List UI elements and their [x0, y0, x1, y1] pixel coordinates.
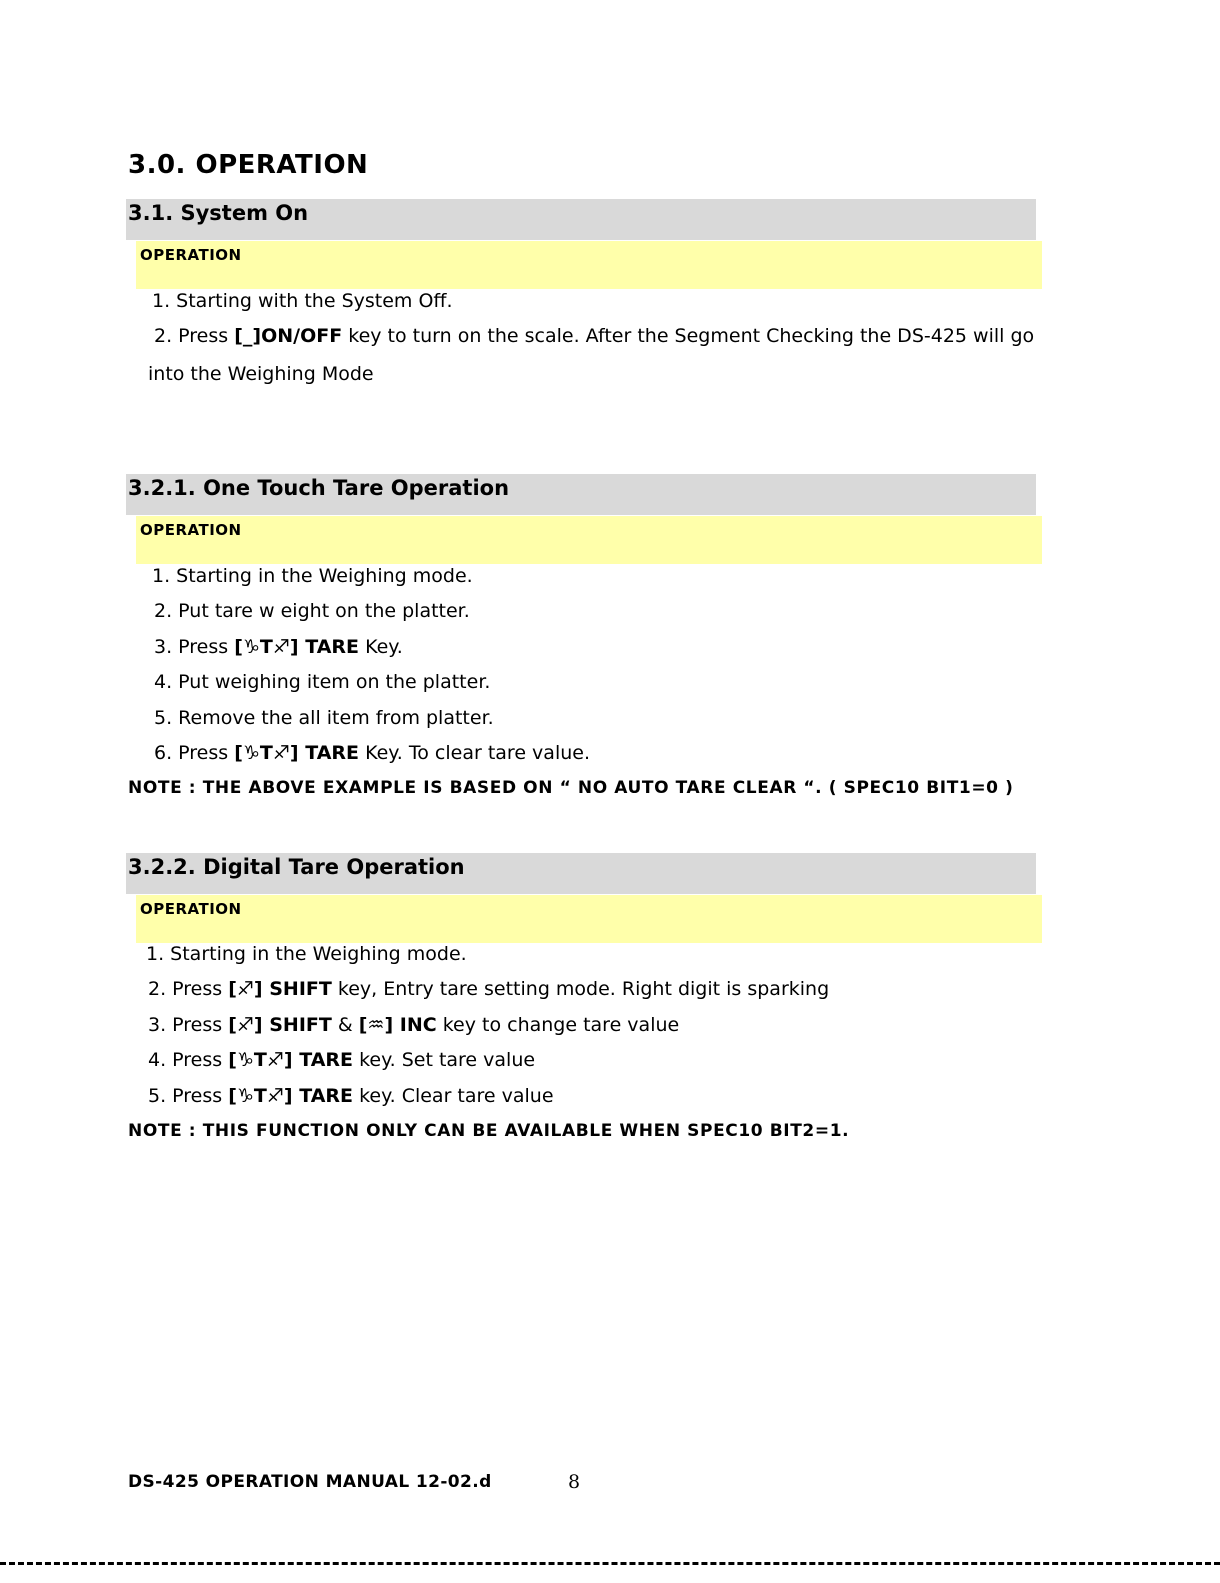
tare-key: [♑T♐] TARE — [228, 1085, 354, 1107]
note: NOTE : THIS FUNCTION ONLY CAN BE AVAILABLE WHEN SPEC10 BIT2=1. — [128, 1121, 850, 1141]
on-off-key: [_]ON/OFF — [234, 325, 343, 347]
page-bottom-rule — [0, 1562, 1220, 1565]
step-line: 2. Press [♐] SHIFT key, Entry tare setting mode. Right digit is sparking — [148, 978, 830, 1000]
step-line: 5. Remove the all item from platter. — [154, 707, 494, 729]
step-line: 1. Starting in the Weighing mode. — [152, 565, 473, 587]
section-heading-one-touch-tare: 3.2.1. One Touch Tare Operation — [126, 474, 1036, 515]
footer-doc-title: DS-425 OPERATION MANUAL 12-02.d — [128, 1472, 492, 1492]
page-title: 3.0. OPERATION — [128, 150, 369, 180]
shift-key: [♐] SHIFT — [228, 978, 332, 1000]
operation-label: OPERATION — [136, 241, 1042, 289]
section-heading-digital-tare: 3.2.2. Digital Tare Operation — [126, 853, 1036, 894]
operation-label: OPERATION — [136, 895, 1042, 943]
shift-key: [♐] SHIFT — [228, 1014, 332, 1036]
tare-key: [♑T♐] TARE — [228, 1049, 354, 1071]
step-line: 3. Press [♑T♐] TARE Key. — [154, 636, 403, 658]
tare-key: [♑T♐] TARE — [234, 636, 360, 658]
tare-key: [♑T♐] TARE — [234, 742, 360, 764]
section-heading-system-on: 3.1. System On — [126, 199, 1036, 240]
inc-key: [♒] INC — [358, 1014, 437, 1036]
step-line: 5. Press [♑T♐] TARE key. Clear tare value — [148, 1085, 554, 1107]
step-line: 1. Starting with the System Off. — [152, 290, 453, 312]
step-line: into the Weighing Mode — [148, 363, 374, 385]
step-line: 4. Put weighing item on the platter. — [154, 671, 491, 693]
step-line: 2. Press [_]ON/OFF key to turn on the scale. After the Segment Checking the DS-425 will go — [154, 325, 1035, 347]
note: NOTE : THE ABOVE EXAMPLE IS BASED ON “ NO AUTO TARE CLEAR “. ( SPEC10 BIT1=0 ) — [128, 778, 1014, 798]
step-line: 2. Put tare w eight on the platter. — [154, 600, 470, 622]
operation-label: OPERATION — [136, 516, 1042, 564]
page-number: 8 — [568, 1471, 581, 1493]
step-line: 6. Press [♑T♐] TARE Key. To clear tare value. — [154, 742, 590, 764]
step-line: 1. Starting in the Weighing mode. — [146, 943, 467, 965]
step-line: 4. Press [♑T♐] TARE key. Set tare value — [148, 1049, 536, 1071]
step-line: 3. Press [♐] SHIFT & [♒] INC key to change tare value — [148, 1014, 680, 1036]
